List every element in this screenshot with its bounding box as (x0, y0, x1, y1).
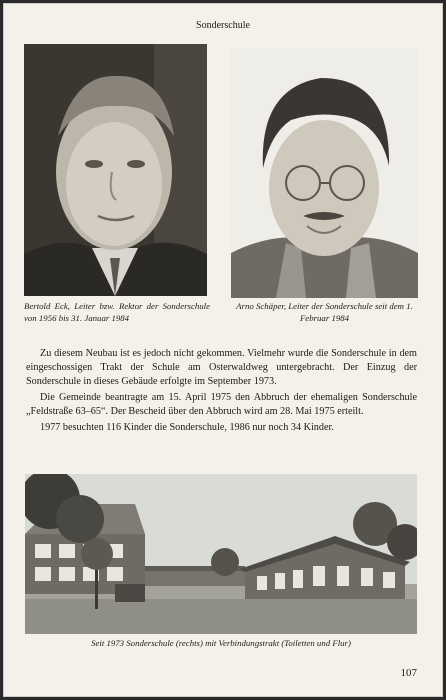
caption-right-photo: Arno Schäper, Leiter der Sonderschule seit dem 1. Februar 1984 (236, 301, 413, 323)
paragraph: Die Gemeinde beantragte am 15. April 1975 den Abbruch der ehemaligen Sonderschule „Feldstraße 63–65“. Der Bescheid über den Abbruch wird am 28. Mai 1975 erteilt. (26, 392, 417, 417)
book-page (3, 3, 443, 697)
page-number: 107 (400, 667, 417, 679)
paragraph: Zu diesem Neubau ist es jedoch nicht gekommen. Vielmehr wurde die Sonderschule in dem eingeschossigen Trakt der Schule am Osterwaldweg untergebracht. Der Einzug der Sonderschule in dieses Gebäude erfolgte im September 1973. (26, 348, 417, 387)
portrait-photo-right (231, 48, 418, 298)
portrait-photo-left (24, 44, 207, 296)
caption-school-photo: Seit 1973 Sonderschule (rechts) mit Verbindungstrakt (Toiletten und Flur) (91, 638, 351, 648)
paragraph: 1977 besuchten 116 Kinder die Sonderschule, 1986 nur noch 34 Kinder. (40, 422, 334, 433)
running-header: Sonderschule (196, 20, 250, 31)
body-text (26, 347, 417, 437)
caption-left-photo: Bertold Eck, Leiter bzw. Rektor der Sonderschule von 1956 bis 31. Januar 1984 (24, 301, 210, 323)
school-building-photo (25, 474, 417, 634)
